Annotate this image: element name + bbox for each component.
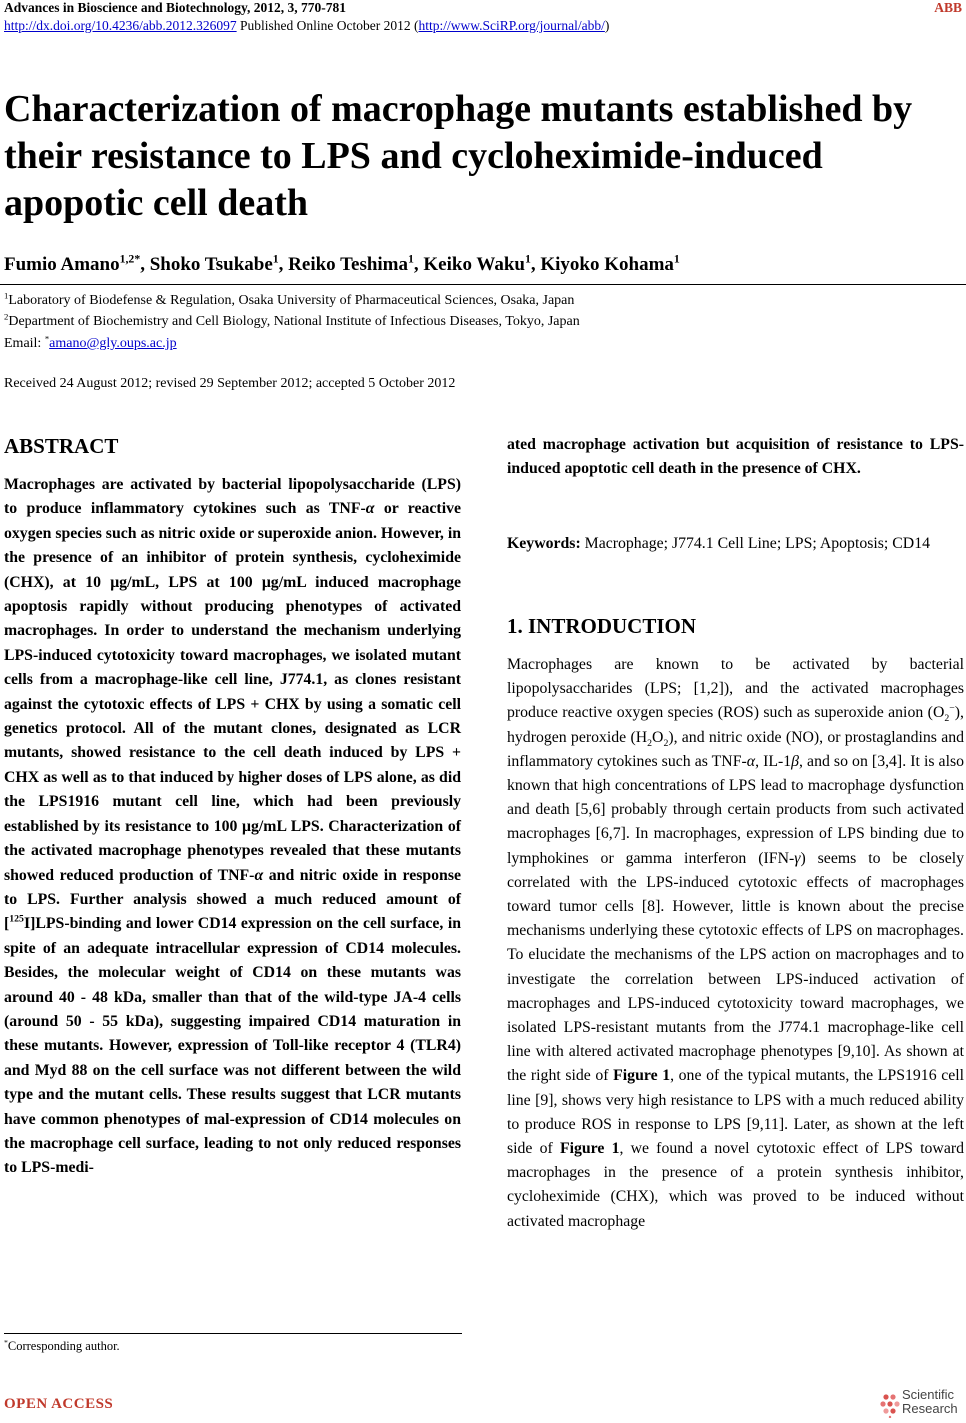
doi-link[interactable]: http://dx.doi.org/10.4236/abb.2012.326097: [4, 18, 237, 33]
superoxide-formula: [932, 703, 955, 725]
email-label: Email:: [4, 336, 45, 351]
affil-num: 2: [4, 311, 9, 322]
figure-ref[interactable]: Figure 1: [613, 1067, 671, 1085]
abstract-text: or reactive oxygen species such as nitric oxide or superoxide anion. However, in the presence of an inhibitor of protein synthesis, cycloheximide (CHX), at 10 μg/mL, LPS at 100 μg/mL induced macrophage apoptosis rapidly without producing phenotypes of activated macrophages. In order to understand the mechanism underlying LPS-induced cytotoxicity toward macrophages, we isolated mutant cells from a macrophage-like cell line, J774.1, as clones resistant against the cytotoxic effects of LPS + CHX by using a somatic cell genetics protocol. All of the mutant clones, designated as LCR mutants, showed resistance to the cell death induced by LPS + CHX as well as to that induced by higher doses of LPS alone, as did the LPS1916 mutant cell line, which had been previously established by its resistance to 100 μg/mL LPS. Characterization of the activated macrophage phenotypes revealed that these mutants showed reduced production of TNF-: [4, 500, 461, 884]
formula-o: O: [932, 704, 945, 722]
keywords-text: Macrophage; J774.1 Cell Line; LPS; Apoptosis; CD14: [580, 535, 930, 552]
formula-sub: 2: [663, 737, 669, 749]
author-affil: 1,2*: [119, 252, 141, 266]
formula-sup: −: [949, 703, 955, 715]
paper-title: Characterization of macrophage mutants established by their resistance to LPS and cycloheximide-induced apopotic cell death: [4, 88, 913, 224]
footnote: [4, 1339, 120, 1354]
running-header: [4, 0, 962, 16]
email-link[interactable]: amano@gly.oups.ac.jp: [49, 336, 177, 351]
intro-text: Macrophages are known to be activated by bacterial lipopolysaccharides (LPS; [1,2]), and the activated macrophages produce reactive oxygen species (ROS) such as superoxide anion (: [507, 656, 964, 722]
isotope-sup: 125: [9, 914, 24, 926]
intro-text: ) seems to be closely correlated with the LPS-induced cytotoxic effects of macrophages toward tumor cells [8]. However, little is known about the precise mechanisms underlying these cytotoxic effects of LPS on macrophages. To elucidate the mechanisms of the LPS action on macrophages and to investigate the correlation between LPS-induced activation of macrophages and LPS-induced cytotoxicity toward macrophages, we isolated LPS-resistant mutants from the J774.1 macrophage-like cell line with altered activated macrophage phenotypes [9,10]. As shown at the right side of: [507, 849, 964, 1085]
author-name: Shoko Tsukabe: [149, 254, 273, 275]
intro-text: , IL-1: [755, 752, 792, 770]
greek-alpha: α: [746, 752, 756, 770]
received-dates: Received 24 August 2012; revised 29 September 2012; accepted 5 October 2012: [4, 376, 456, 391]
abstract-continued: ated macrophage activation but acquisition of resistance to LPS-induced apoptotic cell death in the presence of CHX.: [507, 436, 964, 478]
author-sep: ,: [140, 254, 150, 275]
footnote-mark: *: [4, 1337, 8, 1347]
logo-line-1: Scientific: [902, 1387, 955, 1402]
published-text: Published Online October 2012 (: [240, 18, 419, 33]
author-name: Keiko Waku: [423, 254, 525, 275]
abstract-body: [4, 473, 461, 1181]
author-affil: 1: [408, 252, 414, 266]
divider: [0, 284, 966, 285]
affil-num: 1: [4, 290, 9, 301]
email-sup: *: [44, 333, 50, 344]
footnote-rule: [4, 1333, 462, 1334]
figure-ref[interactable]: Figure 1: [559, 1140, 620, 1158]
intro-text: , one of the typical mutants, the LPS1916 cell line [9], shows very high resistance to LPS with a much reduced ability to produce ROS in response to LPS [9,11]. Later, as shown at the left side of: [507, 1067, 964, 1158]
intro-text: , we found a novel cytotoxic effect of LPS toward macrophages in the presence of a protein synthesis inhibitor, cycloheximide (CHX), which was proved to be induced without activated macrophage: [507, 1140, 965, 1230]
publisher-logo: [880, 1388, 962, 1422]
greek-beta: β: [791, 752, 800, 770]
open-access-label: OPEN ACCESS: [4, 1396, 114, 1412]
keywords: [507, 532, 964, 556]
greek-alpha: α: [365, 500, 375, 518]
affiliation-2: [4, 311, 580, 330]
intro-text: O: [652, 728, 664, 746]
author-affil: 1: [272, 252, 279, 266]
affil-text: Laboratory of Biodefense & Regulation, Osaka University of Pharmaceutical Sciences, Osaka, Japan: [8, 293, 575, 308]
doi-line: [4, 18, 609, 34]
journal-abbrev: ABB: [934, 0, 962, 15]
formula-sub: 2: [647, 737, 653, 749]
footnote-text: Corresponding author.: [7, 1339, 120, 1353]
abstract-text: and nitric oxide in response to LPS. Further analysis showed a much reduced amount of [: [4, 866, 461, 933]
logo-dots-icon: [880, 1392, 902, 1418]
intro-body: [507, 653, 964, 1234]
author-name: Fumio Amano: [4, 254, 120, 275]
affiliation-1: [4, 290, 575, 309]
email-line: [4, 333, 177, 352]
logo-line-2: Research: [902, 1401, 958, 1416]
close-paren: ): [604, 18, 610, 33]
author-list: [4, 254, 680, 276]
abstract-text: Macrophages are activated by bacterial lipopolysaccharide (LPS) to produce inflammatory cytokines such as TNF-: [4, 476, 461, 518]
author-sep: ,: [278, 254, 289, 275]
logo-text: [902, 1388, 958, 1416]
greek-gamma: γ: [794, 849, 801, 867]
affil-text: Department of Biochemistry and Cell Biology, National Institute of Infectious Diseases, Tokyo, Japan: [8, 314, 580, 329]
author-affil: 1: [673, 252, 680, 266]
author-name: Kiyoko Kohama: [540, 254, 674, 275]
author-sep: ,: [530, 254, 541, 275]
greek-alpha: α: [254, 866, 264, 884]
journal-citation: Advances in Bioscience and Biotechnology, 2012, 3, 770-781: [4, 0, 347, 15]
formula-sub: 2: [944, 713, 950, 725]
author-affil: 1: [524, 252, 531, 266]
intro-text: , and so on [3,4]. It is also known that high concentrations of LPS lead to macrophage dysfunction and death [5,6] probably through certain products from such activated macrophages [6,7]. In macrophages, expression of LPS binding due to lymphokines or gamma interferon (IFN-: [507, 752, 964, 867]
author-sep: ,: [413, 254, 424, 275]
intro-text: ), and nitric oxide (NO), or prostaglandins and inflammatory cytokines such as TNF-: [507, 728, 964, 770]
keywords-label: Keywords:: [507, 535, 581, 552]
intro-text: ), hydrogen peroxide (H: [507, 704, 964, 746]
abstract-text: I]LPS-binding and lower CD14 expression on the cell surface, in spite of an adequate intracellular expression of CD14 molecules. Besides, the molecular weight of CD14 on these mutants was around 40 - 48 kDa, smaller than that of the wild-type JA-4 cells (around 50 - 55 kDa), suggesting impaired CD14 maturation in these mutants. However, expression of Toll-like receptor 4 (TLR4) and Myd 88 on the cell surface was not different between the wild type and the mutant cells. These results suggest that LCR mutants have common phenotypes of mal-expression of CD14 molecules on the macrophage cell surface, leading to not only reduced responses to LPS-medi-: [4, 915, 461, 1177]
author-name: Reiko Teshima: [288, 254, 409, 275]
abstract-heading: ABSTRACT: [4, 434, 119, 458]
intro-heading: 1. INTRODUCTION: [507, 614, 697, 638]
journal-link[interactable]: http://www.SciRP.org/journal/abb/: [418, 18, 605, 33]
